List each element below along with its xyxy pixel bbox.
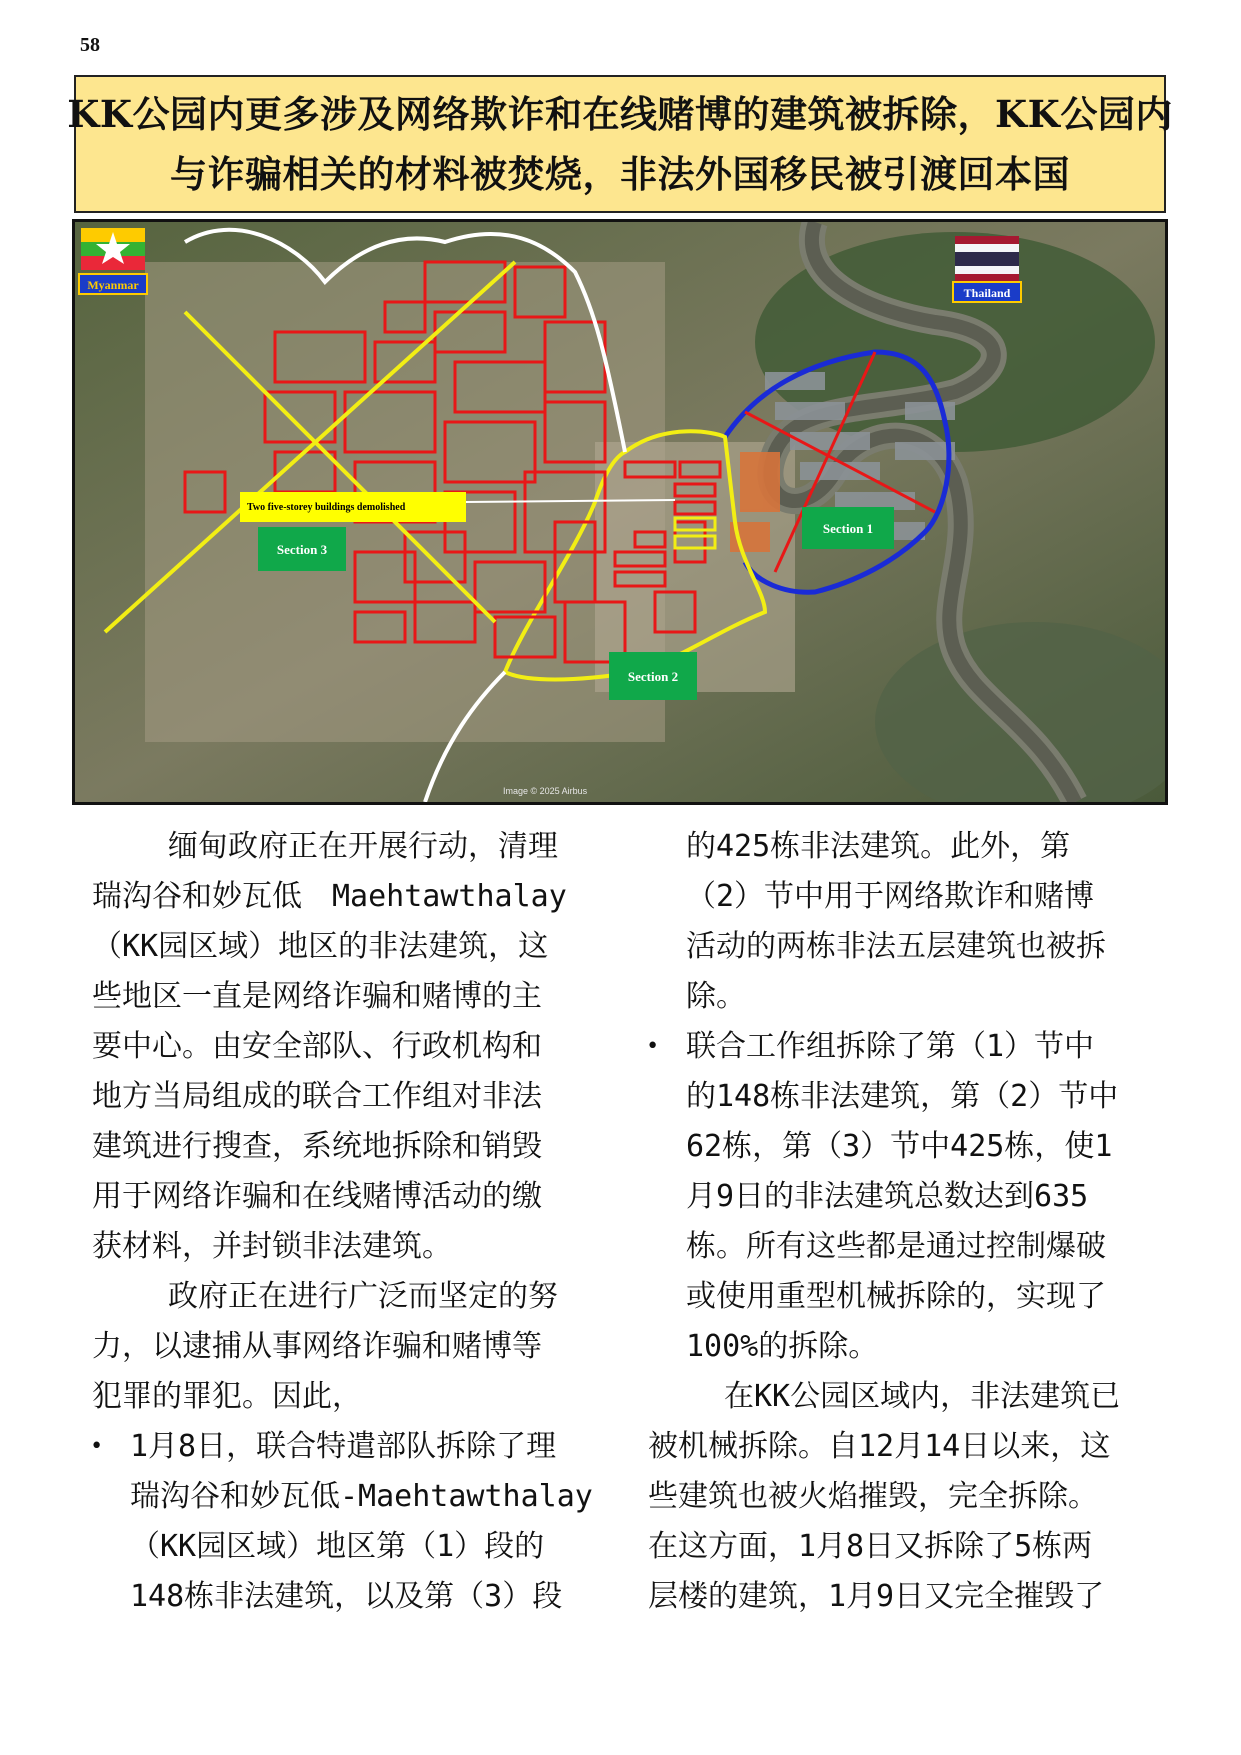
paragraph-3 (648, 1372, 1160, 1622)
page-number: 58 (80, 34, 100, 56)
section2-label: Section 2 (627, 669, 679, 684)
headline-box (67, 75, 1173, 213)
bullet2-line: 联合工作组拆除了第（1）节中 (686, 1029, 1095, 1064)
bullet1-line: 1月8日，联合特遣部队拆除了理 (130, 1429, 557, 1464)
headline-line-1: KK公园内更多涉及网络欺诈和在线赌博的建筑被拆除，KK公园内 (67, 92, 1173, 136)
p1-line: 地方当局组成的联合工作组对非法 (92, 1079, 542, 1114)
image-credit: Image © 2025 Airbus (503, 786, 588, 796)
p1-line: 瑞沟谷和妙瓦低 Maehtawthalay (92, 879, 567, 914)
bullet2-line: 100%的拆除。 (686, 1329, 879, 1364)
bullet1-cont-line: 除。 (686, 979, 746, 1014)
p1-line: （KK园区域）地区的非法建筑，这 (92, 929, 549, 964)
satellite-map (72, 219, 1168, 805)
bullet1-line: 瑞沟谷和妙瓦低-Maehtawthalay (130, 1479, 593, 1514)
p1-line: 要中心。由安全部队、行政机构和 (92, 1029, 542, 1064)
bullet-item-1-continued (648, 822, 1160, 1022)
p1-line: 获材料，并封锁非法建筑。 (92, 1229, 452, 1264)
paragraph-1 (92, 822, 604, 1272)
p2-line: 犯罪的罪犯。因此， (92, 1379, 362, 1414)
myanmar-label: Myanmar (87, 278, 139, 292)
bullet2-line: 或使用重型机械拆除的，实现了 (686, 1279, 1106, 1314)
p3-line: 在KK公园区域内，非法建筑已 (724, 1379, 1121, 1414)
bullet2-line: 的148栋非法建筑，第（2）节中 (686, 1079, 1119, 1114)
p2-line: 政府正在进行广泛而坚定的努 (168, 1279, 558, 1314)
bullet-item-1 (92, 1422, 604, 1622)
section1-label: Section 1 (822, 521, 874, 536)
p1-line: 用于网络诈骗和在线赌博活动的缴 (92, 1179, 542, 1214)
bullet-item-2 (648, 1022, 1160, 1372)
section3-label: Section 3 (276, 542, 328, 557)
p3-line: 在这方面，1月8日又拆除了5栋两 (648, 1529, 1093, 1564)
callout-text: Two five-storey buildings demolished (247, 502, 406, 513)
p1-line: 些地区一直是网络诈骗和赌博的主 (92, 979, 542, 1014)
p1-line: 缅甸政府正在开展行动，清理 (168, 829, 558, 864)
paragraph-2 (92, 1272, 604, 1422)
p3-line: 些建筑也被火焰摧毁，完全拆除。 (648, 1479, 1098, 1514)
bullet1-line: 148栋非法建筑，以及第（3）段 (130, 1579, 563, 1614)
left-column (92, 822, 604, 1622)
bullet2-line: 62栋，第（3）节中425栋，使1 (686, 1129, 1113, 1164)
headline-line-2: 与诈骗相关的材料被焚烧，非法外国移民被引渡回本国 (170, 152, 1070, 196)
p2-line: 力，以逮捕从事网络诈骗和赌博等 (92, 1329, 542, 1364)
bullet2-line: 栋。所有这些都是通过控制爆破 (686, 1229, 1106, 1264)
bullet2-line: 月9日的非法建筑总数达到635 (686, 1179, 1089, 1214)
bullet-dot-icon: • (90, 1434, 104, 1459)
map-svg (75, 222, 1165, 802)
bullet-dot-icon: • (646, 1034, 660, 1059)
p3-line: 被机械拆除。自12月14日以来，这 (648, 1429, 1111, 1464)
thailand-label: Thailand (963, 286, 1011, 300)
bullet1-cont-line: 活动的两栋非法五层建筑也被拆 (686, 929, 1106, 964)
right-column (648, 822, 1160, 1622)
p1-line: 建筑进行搜查，系统地拆除和销毁 (92, 1129, 542, 1164)
bullet1-line: （KK园区域）地区第（1）段的 (130, 1529, 545, 1564)
p3-line: 层楼的建筑，1月9日又完全摧毁了 (648, 1579, 1105, 1614)
bullet1-cont-line: （2）节中用于网络欺诈和赌博 (686, 879, 1095, 914)
bullet1-cont-line: 的425栋非法建筑。此外，第 (686, 829, 1071, 864)
